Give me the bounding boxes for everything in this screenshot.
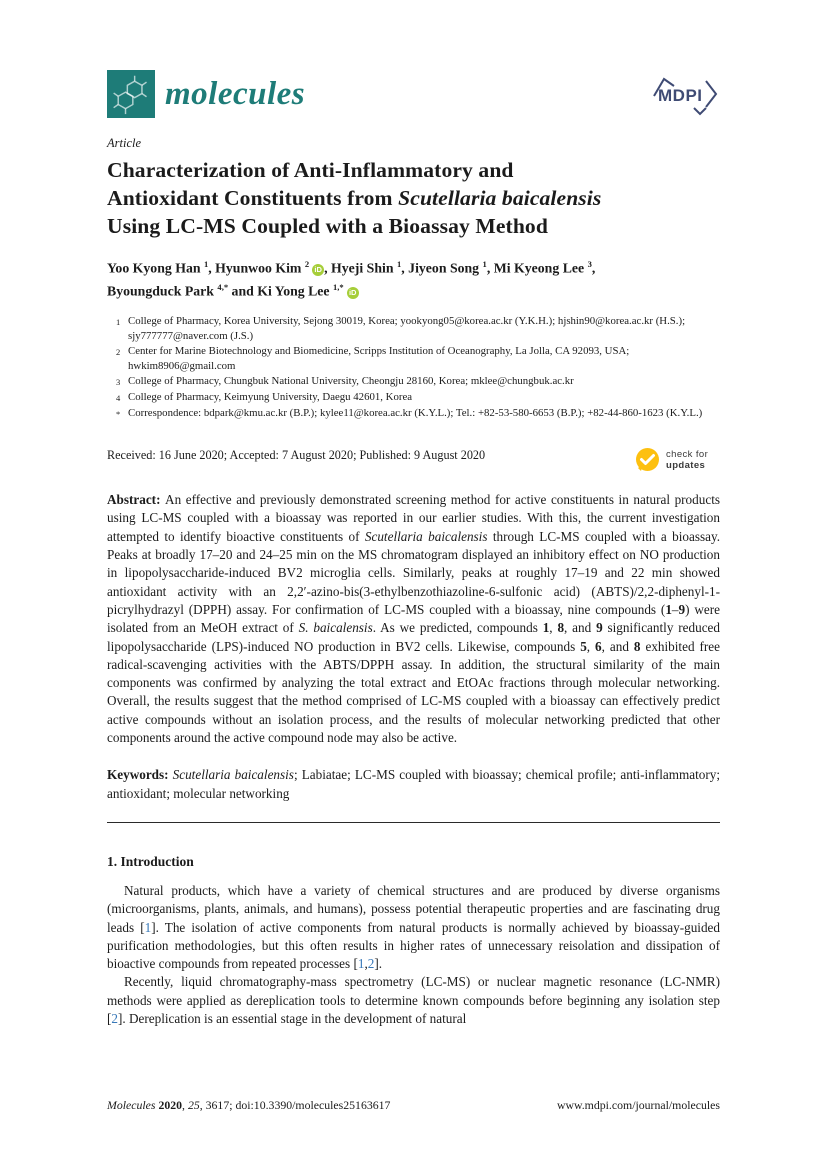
abstract bbox=[107, 491, 720, 747]
paper-title bbox=[107, 156, 720, 240]
orcid-icon[interactable]: iD bbox=[347, 287, 359, 299]
text-segment: 1,* bbox=[333, 282, 344, 293]
text-segment: Antioxidant Constituents from bbox=[107, 186, 399, 210]
text-segment: , bbox=[182, 1098, 188, 1112]
affiliation-text: College of Pharmacy, Korea University, Sejong 30019, Korea; yookyong05@korea.ac.kr (Y.K.H.); hjshin90@korea.ac.kr (H.S.); sjy777777@naver.com (J.S.) bbox=[128, 315, 686, 343]
author-line-2 bbox=[107, 278, 720, 301]
text-segment: Molecules bbox=[107, 1098, 159, 1112]
intro-paragraph-1 bbox=[107, 882, 720, 973]
text-segment: 1 bbox=[203, 259, 209, 269]
affiliation-row bbox=[107, 390, 720, 406]
text-segment: S. baicalensis bbox=[298, 620, 373, 636]
text-segment: 4,* bbox=[217, 282, 229, 293]
affiliation-text: College of Pharmacy, Chungbuk National University, Cheongju 28160, Korea; mklee@chungbuk.ac.kr bbox=[128, 375, 574, 388]
intro-paragraph-2 bbox=[107, 973, 720, 1028]
text-segment: , bbox=[364, 956, 368, 972]
text-segment: Yoo Kyong Han bbox=[107, 260, 204, 276]
text-segment: 8 bbox=[633, 638, 641, 654]
text-segment: Scutellaria baicalensis bbox=[172, 767, 294, 783]
text-segment: 3 bbox=[587, 259, 592, 269]
dates-line: Received: 16 June 2020; Accepted: 7 August 2020; Published: 9 August 2020 bbox=[107, 448, 486, 463]
text-segment: , and bbox=[601, 638, 634, 654]
page-footer bbox=[107, 1098, 720, 1113]
section-heading-introduction: 1. Introduction bbox=[107, 853, 194, 869]
svg-text:MDPI: MDPI bbox=[658, 86, 703, 105]
text-segment: An effective and previously demonstrated screening method for active constituents in natural products using LC-MS coupled with a bioassay was reported in our earlier studies. With this, the current investigation attempted to identify bioactive constituents of bbox=[107, 492, 720, 544]
correspondence-text: Correspondence: bdpark@kmu.ac.kr (B.P.); kylee11@korea.ac.kr (K.Y.L.); Tel.: +82-53-580-6653 (B.P.); +82-44-860-1623 (K.Y.L.) bbox=[128, 407, 703, 420]
divider bbox=[107, 822, 720, 823]
text-segment: ; Labiatae; LC-MS coupled with bioassay; chemical profile; anti-inflammatory; antioxidant; molecular networking bbox=[107, 767, 720, 801]
text-segment: Natural products, which have a variety of chemical structures and are produced by diverse organisms (microorganisms, plants, animals, and humans), possess potential therapeutic properties and are fascinating drug leads [ bbox=[107, 882, 720, 935]
text-segment: ]. bbox=[374, 956, 383, 972]
text-segment: 2 bbox=[304, 259, 310, 269]
text-segment: Recently, liquid chromatography-mass spectrometry (LC-MS) or nuclear magnetic resonance (LC-NMR) methods were applied as dereplication tools to determine known compounds before beginning any isolation step [ bbox=[107, 974, 720, 1027]
check-badge-line2: updates bbox=[666, 459, 706, 471]
keywords bbox=[107, 766, 720, 803]
text-segment: exhibited free radical-scavenging activities with the ABTS/DPPH assay. In addition, the structural similarity of the main components was confirmed by analyzing the total extract and EtOAc fractions through molecular networking. Overall, the results suggest that the method comprised of LC-MS coupled with a bioassay can effectively predict active compounds without an isolation process, and the results of molecular networking predicted that other components around the active compound node may also be active. bbox=[107, 638, 720, 746]
text-segment: 9 bbox=[678, 601, 686, 617]
text-segment: – bbox=[671, 601, 679, 617]
check-badge-label bbox=[666, 450, 708, 471]
text-segment: ) were isolated from an MeOH extract of bbox=[107, 601, 720, 636]
text-segment: , Hyunwoo Kim bbox=[208, 260, 305, 276]
text-segment: ]. The isolation of active components from natural products is normally achieved by bioassay-guided purification methodologies, but this often results in higher rates of unnecessary reisolation and dissipation of bioactive compounds from repeated processes [ bbox=[107, 919, 720, 972]
text-segment: 1 bbox=[482, 259, 487, 269]
text-segment: , Jiyeon Song bbox=[401, 260, 483, 276]
citation-link[interactable]: 1 bbox=[144, 919, 152, 935]
footer-journal-url[interactable]: www.mdpi.com/journal/molecules bbox=[556, 1098, 720, 1112]
mdpi-logo[interactable] bbox=[648, 72, 720, 116]
text-segment: Keywords: bbox=[107, 767, 173, 783]
affiliation-text: College of Pharmacy, Keimyung University, Daegu 42601, Korea bbox=[128, 391, 413, 404]
text-segment: 2020 bbox=[158, 1098, 183, 1112]
affiliation-marker: 1 bbox=[116, 317, 121, 328]
citation-link[interactable]: 2 bbox=[367, 956, 375, 972]
affiliation-marker: 4 bbox=[116, 393, 121, 404]
citation-link[interactable]: 2 bbox=[111, 1011, 118, 1027]
hexagon-molecule-icon bbox=[110, 73, 152, 115]
text-segment: 1 bbox=[665, 601, 672, 617]
affiliation-marker: 2 bbox=[116, 347, 121, 358]
header bbox=[107, 70, 720, 118]
text-segment: , 3617; doi:10.3390/molecules25163617 bbox=[199, 1098, 391, 1112]
text-segment: , bbox=[549, 620, 558, 636]
article-content bbox=[107, 0, 720, 1028]
text-segment: Byoungduck Park bbox=[107, 283, 218, 299]
text-segment: significantly reduced lipopolysaccharide (LPS)-induced NO production in BV2 cells. Likewise, compounds bbox=[107, 620, 720, 654]
affiliation-marker: 3 bbox=[116, 377, 121, 388]
author-line-1 bbox=[107, 255, 720, 278]
text-segment: Using LC-MS Coupled with a Bioassay Method bbox=[107, 214, 548, 238]
text-segment: 6 bbox=[595, 638, 602, 654]
text-segment: , bbox=[586, 638, 596, 654]
text-segment: Characterization of Anti-Inflammatory and bbox=[107, 158, 514, 182]
text-segment: Scutellaria baicalensis bbox=[364, 528, 488, 544]
molecules-structure-icon bbox=[107, 70, 155, 118]
text-segment: 25 bbox=[187, 1098, 200, 1112]
check-badge-line1: check for bbox=[666, 449, 709, 460]
text-segment: , Hyeji Shin bbox=[324, 260, 397, 276]
text-segment: and Ki Yong Lee bbox=[228, 283, 334, 299]
text-segment: 9 bbox=[596, 620, 603, 636]
text-segment: ]. Dereplication is an essential stage in the development of natural bbox=[118, 1011, 467, 1027]
journal-wordmark: molecules bbox=[165, 75, 306, 112]
text-segment: 8 bbox=[557, 620, 565, 636]
journal-logo[interactable] bbox=[107, 70, 720, 118]
affiliation-row bbox=[107, 314, 720, 344]
orcid-icon[interactable]: iD bbox=[312, 264, 324, 276]
footer-citation bbox=[107, 1098, 390, 1113]
text-segment: , and bbox=[564, 620, 597, 636]
affiliation-list bbox=[107, 314, 720, 422]
text-segment: , bbox=[591, 260, 596, 276]
citation-link[interactable]: 1 bbox=[357, 956, 365, 972]
text-segment: through LC-MS coupled with a bioassay. Peaks at broadly 17–20 and 24–25 min on the MS chromatogram displayed an inhibitory effect on NO production in lipopolysaccharide-induced BV2 microglia cells. Similarly, peaks at roughly 17–19 and 22 min showed antioxidant activity with an 2,2′-azino-bis(3-ethylbenzothiazoline-6-sulfonic acid) (ABTS)/2,2-diphenyl-1- picrylhydrazyl (DPPH) assay. For confirmation of LC-MS coupled with a bioassay, nine compounds ( bbox=[107, 528, 720, 617]
author-list bbox=[107, 255, 720, 301]
affiliation-row-correspondence bbox=[107, 406, 720, 422]
affiliation-row bbox=[107, 374, 720, 390]
article-type-label: Article bbox=[107, 136, 142, 150]
affiliation-text: Center for Marine Biotechnology and Biomedicine, Scripps Institution of Oceanography, La Jolla, CA 92093, USA; hwkim8906@gmail.com bbox=[128, 345, 630, 373]
check-for-updates-badge[interactable] bbox=[634, 447, 720, 474]
text-segment: Abstract: bbox=[107, 492, 166, 508]
text-segment: . As we predicted, compounds bbox=[372, 620, 543, 636]
affiliation-row bbox=[107, 344, 720, 374]
check-icon bbox=[634, 447, 661, 474]
text-segment: 1 bbox=[396, 259, 402, 269]
affiliation-marker: * bbox=[116, 409, 121, 420]
text-segment: Scutellaria baicalensis bbox=[398, 186, 602, 210]
text-segment: , Mi Kyeong Lee bbox=[486, 260, 588, 276]
text-segment: 1 bbox=[542, 620, 550, 636]
text-segment: 5 bbox=[580, 638, 587, 654]
